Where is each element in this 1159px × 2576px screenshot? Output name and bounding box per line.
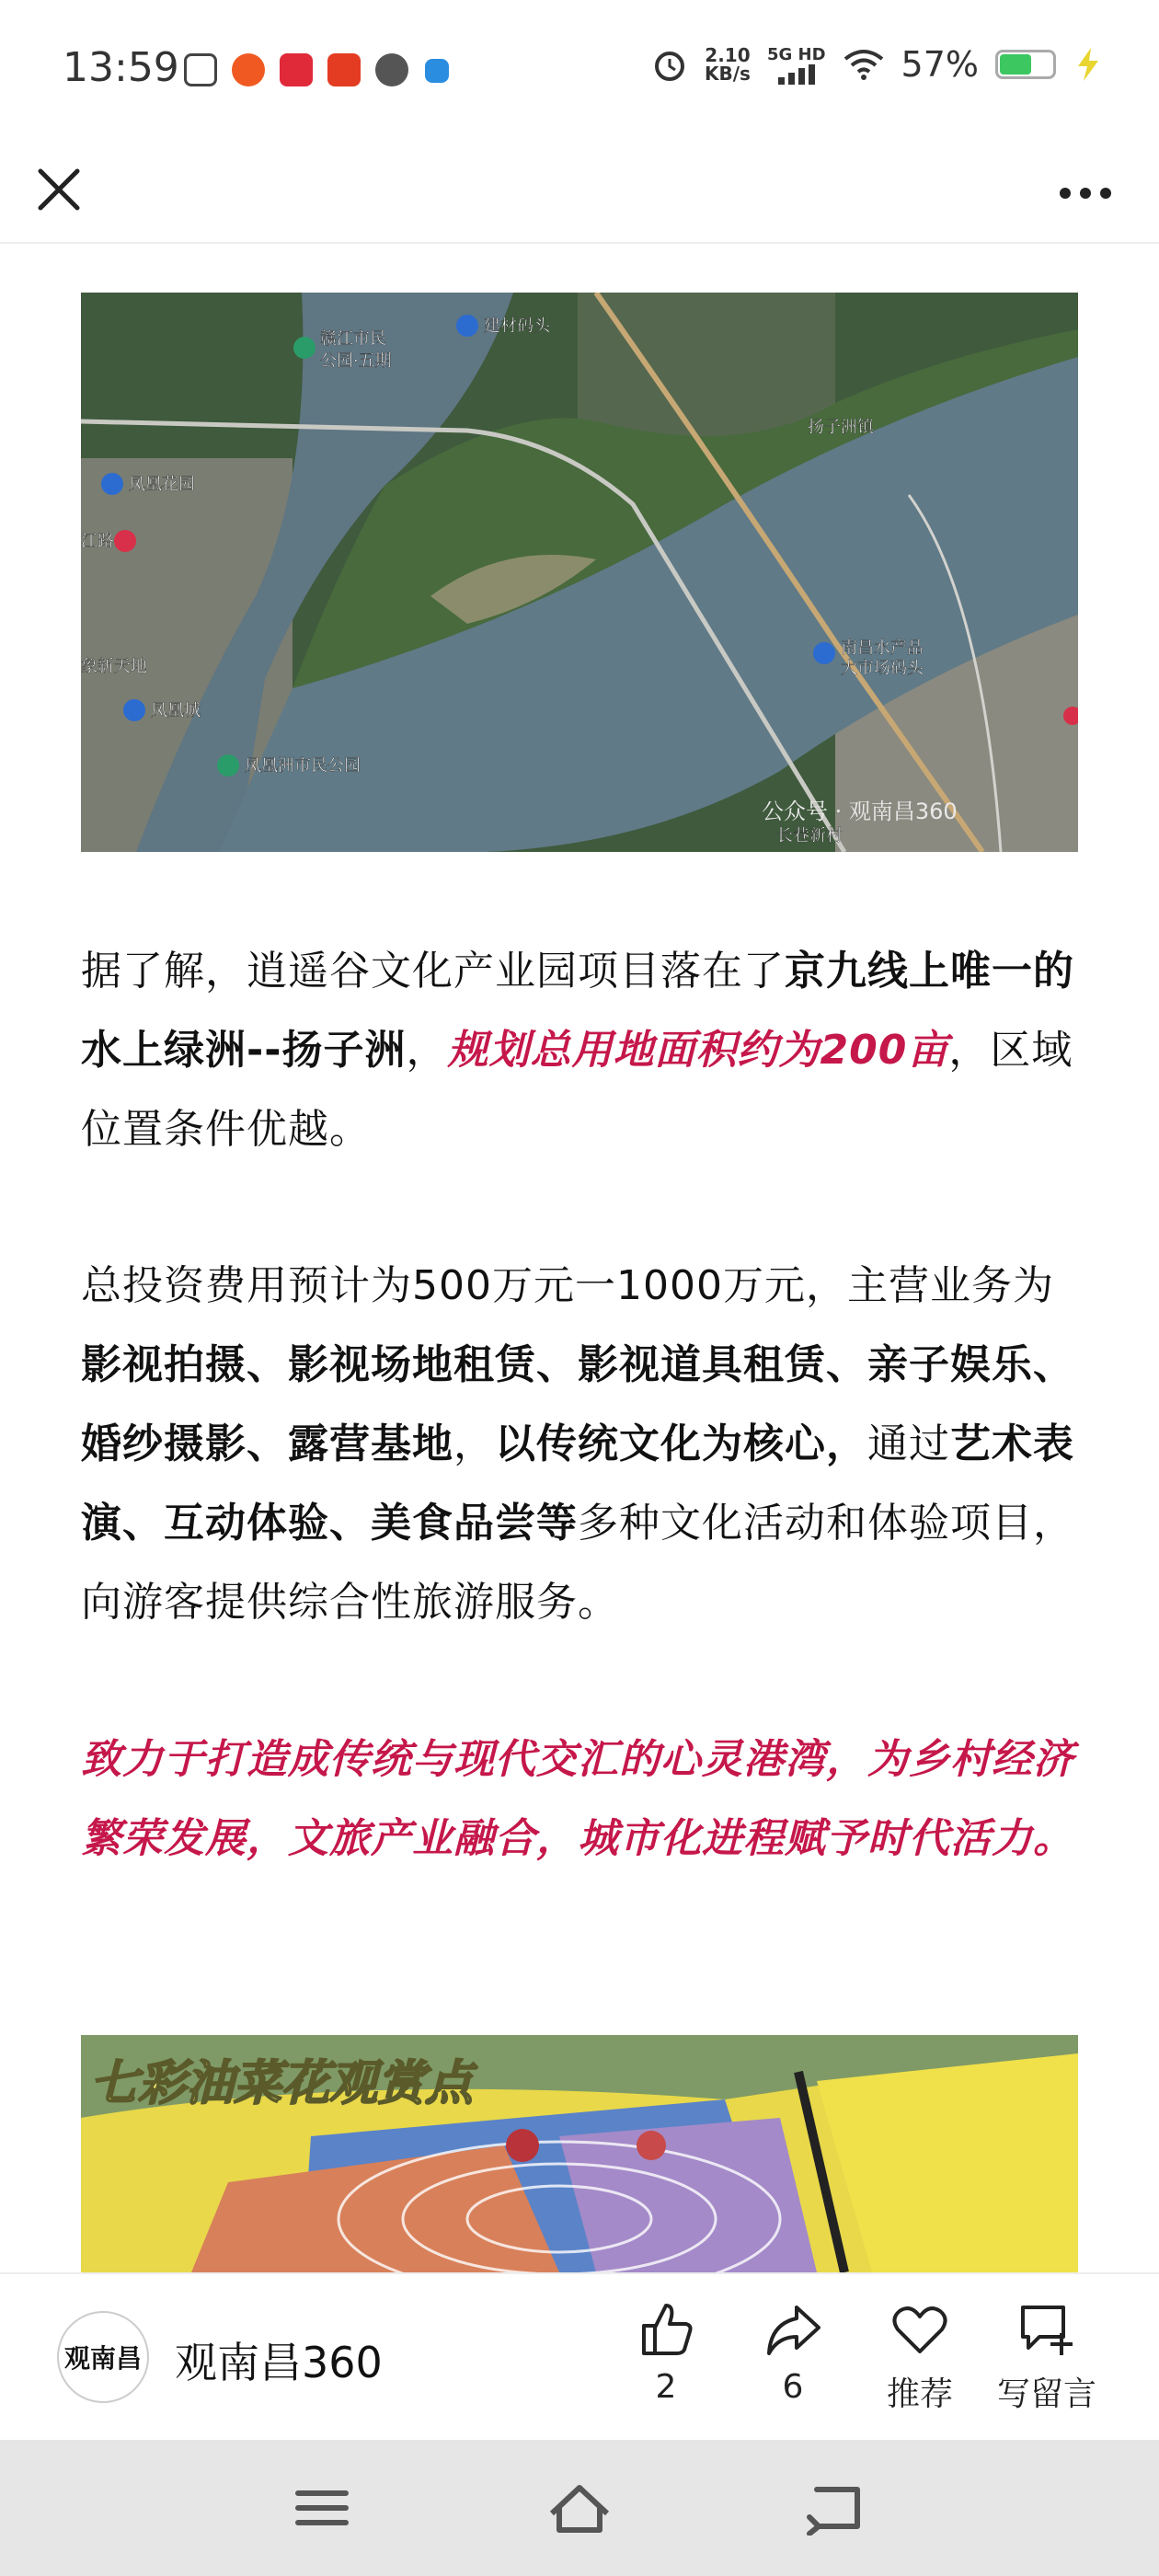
wechat-icon <box>375 53 408 86</box>
more-button[interactable] <box>1049 166 1122 221</box>
net-speed-value: 2.10 <box>705 44 751 66</box>
map-label: 凤凰花园 <box>129 475 195 494</box>
banner-title: 七彩油菜花观赏点 <box>90 2056 474 2111</box>
app-icon <box>425 59 449 83</box>
satellite-map-image <box>81 293 1078 852</box>
app-icon <box>327 53 361 86</box>
app-icon <box>280 53 313 86</box>
paragraph-text: 总投资费用预计为500万元一1000万元，主营业务为 <box>81 1262 1054 1309</box>
article-paragraph-3: 致力于打造成传统与现代交汇的心灵港湾，为乡村经济繁荣发展，文旅产业融合，城市化进程赋予时代活力。 <box>81 1736 1074 1862</box>
share-count: 6 <box>782 2368 804 2406</box>
recommend-button[interactable] <box>865 2300 975 2415</box>
home-button[interactable] <box>543 2480 616 2536</box>
article-paragraph-2 <box>81 1247 1078 1642</box>
paragraph-text: 据了解，逍遥谷文化产业园项目落在了 <box>81 948 785 995</box>
rapeseed-field-image <box>81 2035 1078 2272</box>
map-label: 南昌水产品 <box>841 638 924 658</box>
signal-icon <box>767 45 826 85</box>
recommend-label: 推荐 <box>886 2375 953 2413</box>
map-label: 赣江市民 <box>320 329 386 349</box>
menu-button[interactable] <box>285 2480 359 2536</box>
map-label: 扬子洲镇 <box>808 418 874 437</box>
paragraph-bold: 艺术表演、互动体验、美食品尝等 <box>81 1420 1074 1547</box>
back-button[interactable] <box>800 2480 874 2536</box>
write-comment-button[interactable] <box>992 2300 1102 2415</box>
app-icon <box>232 53 265 86</box>
battery-icon <box>995 50 1056 79</box>
map-label: 凤凰洲市民公园 <box>245 756 361 776</box>
map-label: 江路 <box>81 532 114 551</box>
menu-icon <box>285 2480 359 2536</box>
paragraph-highlight: 规划总用地面积约为200亩 <box>447 1027 949 1074</box>
like-count: 2 <box>655 2368 677 2406</box>
map-label: 公园·五期 <box>320 351 392 371</box>
charging-icon <box>1073 48 1104 81</box>
signal-label: 5G HD <box>766 44 826 64</box>
status-right <box>651 44 1104 85</box>
map-label: 长巷新村 <box>776 826 843 845</box>
share-button[interactable] <box>738 2300 848 2406</box>
account-name[interactable]: 观南昌360 <box>175 2338 383 2387</box>
map-label: 凤凰城 <box>151 701 201 720</box>
status-bar <box>0 0 1159 138</box>
comment-label: 写留言 <box>996 2375 1096 2413</box>
system-nav-bar <box>0 2440 1159 2576</box>
paragraph-bold: 以传统文化为核心， <box>495 1420 867 1467</box>
map-label: 大市场码头 <box>841 659 924 678</box>
battery-percent: 57% <box>901 44 979 85</box>
notification-icon <box>184 53 217 86</box>
paragraph-bold: 京九线上唯一的水上绿洲--扬子洲 <box>81 948 1074 1074</box>
article-paragraph-1 <box>81 932 1078 1169</box>
paragraph-text: 通过 <box>867 1420 950 1467</box>
more-icon <box>1049 166 1122 221</box>
like-button[interactable] <box>611 2300 721 2406</box>
article-action-bar <box>0 2272 1159 2440</box>
map-label: 建材码头 <box>484 316 550 336</box>
avatar[interactable] <box>57 2311 149 2403</box>
paragraph-text: ， <box>406 1027 448 1074</box>
alarm-icon <box>651 46 688 83</box>
paragraph-text: ， <box>453 1420 495 1467</box>
wifi-icon <box>843 48 885 81</box>
net-speed-unit: KB/s <box>705 63 751 85</box>
paragraph-bold: 影视拍摄、影视场地租赁、影视道具租赁、亲子娱乐、婚纱摄影、露营基地 <box>81 1341 1074 1467</box>
close-icon <box>31 162 86 217</box>
back-icon <box>800 2480 874 2536</box>
paragraph-text: 多种文化活动和体验项目，向游客提供综合性旅游服务。 <box>81 1500 1074 1626</box>
home-icon <box>543 2480 616 2536</box>
heart-icon <box>890 2300 949 2359</box>
map-watermark: 公众号 · 观南昌360 <box>762 799 958 824</box>
share-icon <box>763 2300 822 2359</box>
comment-add-icon <box>1017 2300 1076 2359</box>
thumbs-up-icon <box>637 2300 695 2359</box>
close-button[interactable] <box>31 162 86 217</box>
avatar-text: 观南昌 <box>63 2343 142 2374</box>
top-nav <box>0 138 1159 244</box>
map-label: 象新天地 <box>81 657 147 676</box>
net-speed <box>705 46 751 83</box>
paragraph-text: ，区域位置条件优越。 <box>81 1027 1073 1153</box>
status-time: 13:59 <box>63 44 179 91</box>
